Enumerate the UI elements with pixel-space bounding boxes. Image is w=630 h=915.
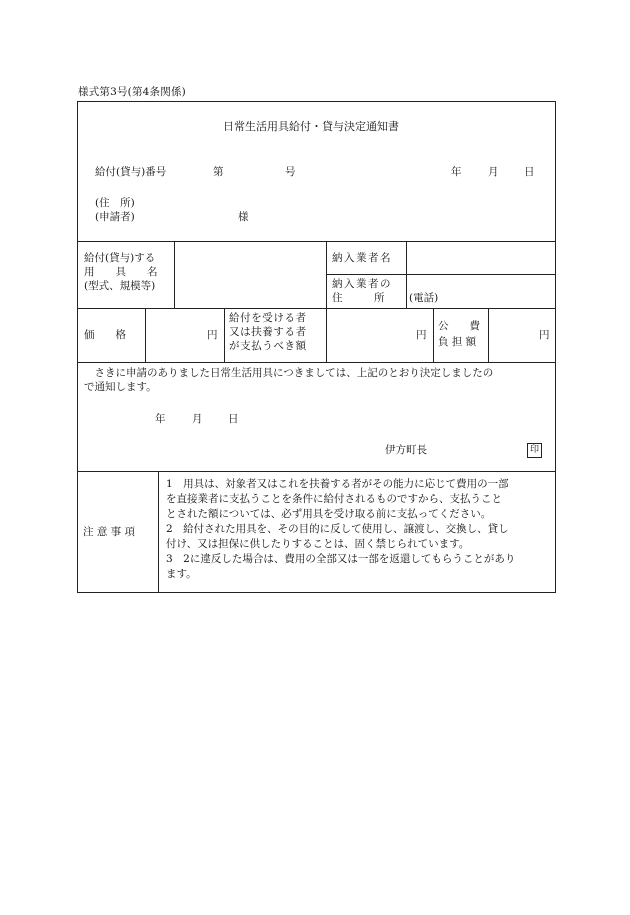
payer-yen-unit: 円 [416,329,427,341]
note-line-5: 付け、又は担保に供したりすることは、固く禁じられています。 [166,538,470,550]
price-yen-unit: 円 [207,329,218,341]
rule-price-label-right [145,308,146,362]
item-name-label-line3: (型式、規模等) [84,280,156,292]
note-line-1: 1 用具は、対象者又はこれを扶養する者がその能力に応じて費用の一部 [166,478,509,490]
item-name-label-line2: 用 具 名 [84,266,158,278]
vendor-name-label: 納入業者名 [332,252,392,264]
rule-item-value-right [326,241,327,308]
notice-date-year: 年 [155,413,166,425]
public-yen-unit: 円 [539,329,550,341]
applicant-label: (申請者) [95,211,135,223]
rule-notice-bottom [78,471,555,472]
notice-form [77,101,556,593]
note-line-4: 2 給付された用具を、その目的に反して使用し、譲渡し、交換し、貸し [166,523,509,535]
note-line-3: とされた額については、必ず用具を受け取る前に支払ってください。 [166,508,492,520]
notice-date-day: 日 [228,413,239,425]
rule-payer-label-right [326,308,327,362]
note-line-7: ます。 [166,568,197,580]
vendor-address-label-line2: 住 所 [332,292,385,304]
official-seal-mark: 印 [527,443,542,458]
rule-price-value-right [224,308,225,362]
public-burden-label-line2: 負 担 額 [438,336,477,348]
form-number-label: 様式第3号(第4条関係) [78,86,186,98]
payer-amount-label-line1: 給付を受ける者 [229,312,307,324]
notice-date-month: 月 [192,413,203,425]
notes-label: 注 意 事 項 [83,526,136,538]
date-year: 年 [451,166,462,178]
price-label: 価 格 [84,329,126,341]
rule-public-label-right [488,308,489,362]
rule-notes-label-right [158,471,159,593]
public-burden-label-line1: 公 費 [438,320,480,332]
document-title: 日常生活用具給付・貸与決定通知書 [223,120,399,133]
item-name-label-line1: 給付(貸与)する [84,252,156,264]
date-month: 月 [488,166,499,178]
rule-payer-value-right [433,308,434,362]
note-line-2: を直接業者に支払うことを条件に給付されるものですから、支払うこと [166,493,502,505]
date-day: 日 [524,166,535,178]
vendor-address-label-line1: 納入業者の [332,278,392,290]
rule-vendor-label-right [406,241,407,308]
rule-header-bottom [78,241,555,242]
payer-amount-label-line3: が支払うべき額 [229,340,307,352]
notice-body-line1: さきに申請のありました日常生活用具につきましては、上記のとおり決定しましたの [84,367,494,379]
rule-vendor-mid [326,274,555,275]
phone-label: (電話) [409,292,439,304]
rule-price-bottom [78,362,555,363]
rule-item-bottom [78,308,555,309]
rule-item-label-right [174,241,175,308]
grant-number-label: 給付(貸与)番号 [95,166,167,178]
signer-name: 伊方町長 [385,444,427,456]
number-prefix: 第 [213,166,224,178]
notice-body-line2: で通知します。 [84,381,157,393]
number-suffix: 号 [285,166,296,178]
note-line-6: 3 2に違反した場合は、費用の全部又は一部を返還してもらうことがあり [166,553,516,565]
honorific: 様 [238,211,249,223]
address-label: (住 所) [95,197,135,209]
payer-amount-label-line2: 又は扶養する者 [229,326,307,338]
